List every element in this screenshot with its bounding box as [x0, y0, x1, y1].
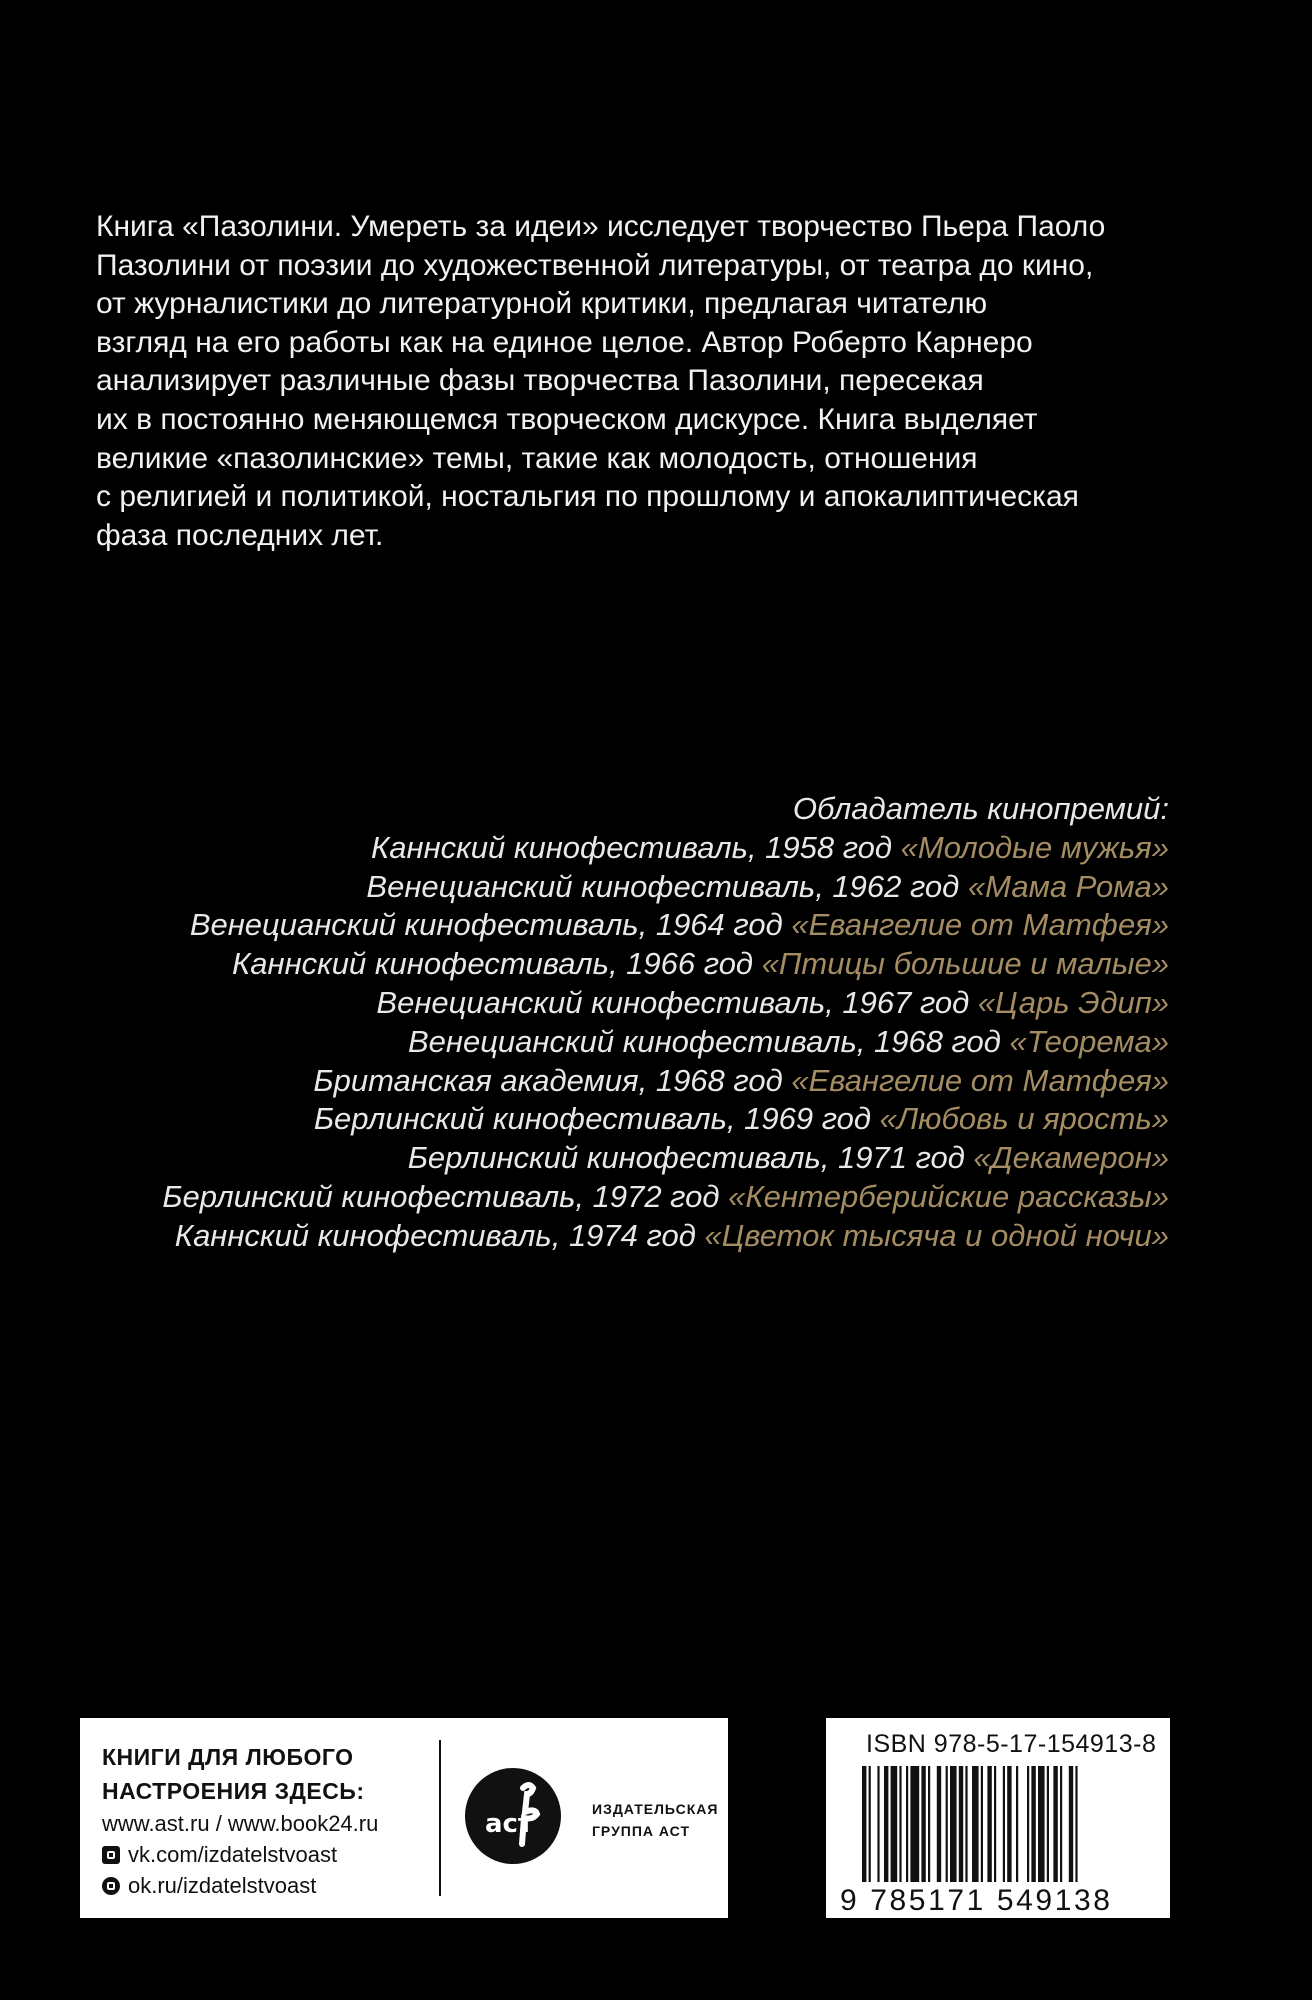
award-event: Венецианский кинофестиваль, 1962 год: [366, 868, 968, 904]
award-film: «Евангелие от Матфея»: [791, 1062, 1169, 1098]
award-event: Берлинский кинофестиваль, 1971 год: [407, 1140, 974, 1176]
award-film: «Кентерберийские рассказы»: [728, 1178, 1169, 1214]
barcode-bar: [946, 1766, 948, 1882]
awards-list: [162, 790, 1169, 1256]
award-item: [162, 906, 1169, 945]
ok-link: ok.ru/izdatelstvoast: [128, 1873, 317, 1898]
description-line: Книга «Пазолини. Умереть за идеи» исследует творчество Пьера Паоло: [96, 210, 1106, 243]
barcode-bar: [906, 1766, 908, 1882]
barcode-bar: [987, 1766, 991, 1882]
barcode-bar: [877, 1766, 879, 1882]
award-event: Британская академия, 1968 год: [313, 1062, 792, 1098]
barcode-bar: [928, 1766, 930, 1882]
award-film: «Евангелие от Матфея»: [791, 907, 1169, 943]
logo-text: аст: [485, 1809, 534, 1839]
barcode-bar: [1016, 1766, 1018, 1882]
barcode-bar: [862, 1766, 866, 1882]
award-item: [162, 1062, 1169, 1101]
barcode-bar: [1027, 1766, 1029, 1882]
publisher-heading: КНИГИ ДЛЯ ЛЮБОГО: [102, 1744, 354, 1770]
barcode-bar: [981, 1766, 983, 1882]
description-line: Пазолини от поэзии до художественной литературы, от театра до кино,: [96, 248, 1094, 282]
publisher-heading: НАСТРОЕНИЯ ЗДЕСЬ:: [102, 1778, 365, 1804]
award-event: Венецианский кинофестиваль, 1967 год: [376, 984, 978, 1020]
description-text: [96, 208, 1156, 555]
award-event: Каннский кинофестиваль, 1966 год: [232, 946, 762, 982]
award-film: «Мама Рома»: [967, 868, 1169, 904]
barcode-bar: [965, 1766, 967, 1882]
barcode-bar: [891, 1766, 898, 1882]
award-item: [162, 1217, 1169, 1256]
ast-logo-icon: [463, 1766, 563, 1866]
vk-link: vk.com/izdatelstvoast: [128, 1842, 338, 1867]
award-film: «Цветок тысяча и одной ночи»: [704, 1217, 1169, 1253]
barcode-bar: [937, 1766, 941, 1882]
barcode-box: [826, 1718, 1170, 1918]
barcode-bar: [884, 1766, 888, 1882]
barcode-bar: [869, 1766, 871, 1882]
award-film: «Декамерон»: [973, 1140, 1169, 1176]
award-film: «Царь Эдип»: [977, 984, 1169, 1020]
description-line: фаза последних лет.: [96, 518, 384, 552]
barcode-bar: [1038, 1766, 1045, 1882]
award-item: [162, 829, 1169, 868]
publisher-vk: [102, 1839, 502, 1870]
award-film: «Молодые мужья»: [900, 829, 1169, 865]
award-event: Венецианский кинофестиваль, 1968 год: [407, 1023, 1010, 1059]
description-line: с религией и политикой, ностальгия по прошлому и апокалиптическая: [96, 480, 1079, 514]
award-item: [162, 868, 1169, 907]
barcode-bar: [950, 1766, 957, 1882]
description-line: великие «пазолинские» темы, такие как молодость, отношения: [96, 441, 978, 475]
barcode-bar: [972, 1766, 979, 1882]
ok-icon: [102, 1877, 120, 1895]
barcode-bar: [1007, 1766, 1011, 1882]
award-event: Венецианский кинофестиваль, 1964 год: [189, 907, 792, 943]
publisher-group-label: [592, 1798, 718, 1842]
award-film: «Птицы большие и малые»: [761, 946, 1169, 982]
barcode-bar: [921, 1766, 925, 1882]
award-film: «Теорема»: [1009, 1023, 1169, 1059]
websites-link: www.ast.ru / www.book24.ru: [102, 1811, 379, 1836]
award-item: [162, 1139, 1169, 1178]
award-film: «Любовь и ярость»: [879, 1101, 1169, 1137]
barcode-bar: [1031, 1766, 1035, 1882]
description-line: от журналистики до литературной критики, предлагая читателю: [96, 287, 988, 321]
barcode-bar: [1003, 1766, 1005, 1882]
group-line: ИЗДАТЕЛЬСКАЯ: [592, 1801, 719, 1817]
award-item: [162, 1178, 1169, 1217]
award-event: Берлинский кинофестиваль, 1969 год: [313, 1101, 880, 1137]
barcode-bar: [959, 1766, 963, 1882]
award-item: [162, 1023, 1169, 1062]
barcode-bar: [1075, 1766, 1077, 1882]
ean-number: 9 785171 549138: [840, 1884, 1113, 1917]
barcode-bar: [1053, 1766, 1057, 1882]
publisher-info-box: [80, 1718, 728, 1918]
publisher-websites: [102, 1808, 502, 1839]
award-item: [162, 945, 1169, 984]
barcode-bar: [994, 1766, 996, 1882]
barcode-bar: [910, 1766, 919, 1882]
description-line: их в постоянно меняющемся творческом дискурсе. Книга выделяет: [96, 402, 1038, 436]
description-line: взгляд на его работы как на единое целое. Автор Роберто Карнеро: [96, 325, 1033, 359]
award-item: [162, 1100, 1169, 1139]
barcode-icon: [862, 1766, 1138, 1882]
award-event: Берлинский кинофестиваль, 1972 год: [162, 1178, 729, 1214]
award-event: Каннский кинофестиваль, 1974 год: [174, 1217, 705, 1253]
barcode-bar: [1060, 1766, 1062, 1882]
group-line: ГРУППА АСТ: [592, 1823, 690, 1839]
barcode-bar: [899, 1766, 901, 1882]
vk-icon: [102, 1846, 120, 1864]
barcode-bar: [1069, 1766, 1073, 1882]
award-item: [162, 984, 1169, 1023]
award-event: Каннский кинофестиваль, 1958 год: [371, 829, 901, 865]
publisher-ok: [102, 1870, 502, 1901]
awards-heading: Обладатель кинопремий:: [792, 791, 1169, 826]
barcode-bar: [1047, 1766, 1049, 1882]
description-line: анализирует различные фазы творчества Пазолини, пересекая: [96, 364, 984, 398]
publisher-contacts: [102, 1740, 502, 1901]
divider: [439, 1740, 441, 1896]
isbn-number: ISBN 978-5-17-154913-8: [866, 1730, 1157, 1758]
